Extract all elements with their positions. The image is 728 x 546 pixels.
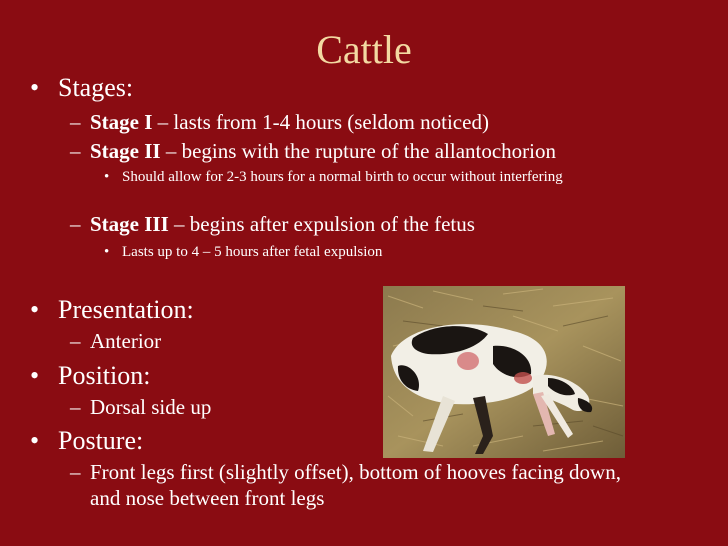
stage3-label: Stage III xyxy=(90,212,169,236)
bullet-text: Position: xyxy=(58,361,151,390)
stage3-desc: – begins after expulsion of the fetus xyxy=(168,212,475,236)
dash-icon: – xyxy=(70,329,81,353)
sub-sub-bullet-text: Should allow for 2-3 hours for a normal birth to occur without interfering xyxy=(122,169,563,185)
dash-icon: – xyxy=(70,110,81,134)
bullet-icon: • xyxy=(30,295,40,324)
sub-bullet-text: Dorsal side up xyxy=(90,395,212,419)
bullet-icon: • xyxy=(30,361,40,390)
slide-title: Cattle xyxy=(316,27,412,72)
bullet-icon: • xyxy=(104,244,110,260)
dash-icon: – xyxy=(70,139,81,163)
bullet-text: Presentation: xyxy=(58,295,194,324)
calving-photo xyxy=(383,286,625,458)
bullet-icon: • xyxy=(104,169,110,185)
dash-icon: – xyxy=(70,212,81,236)
bullet-text: Posture: xyxy=(58,426,144,455)
bullet-icon: • xyxy=(30,73,40,102)
stage1-label: Stage I xyxy=(90,110,153,134)
sub-bullet-text: Front legs first (slightly offset), bottom of hooves facing down, and nose between front legs xyxy=(90,460,621,510)
stage2-label: Stage II xyxy=(90,139,161,163)
stage2-desc: – begins with the rupture of the allantochorion xyxy=(160,139,556,163)
sub-bullet-text xyxy=(90,211,475,237)
sub-sub-bullet-text: Lasts up to 4 – 5 hours after fetal expulsion xyxy=(122,244,383,260)
stage1-desc: – lasts from 1-4 hours (seldom noticed) xyxy=(152,110,489,134)
dash-icon: – xyxy=(70,395,81,419)
dash-icon: – xyxy=(70,460,81,484)
sub-bullet-text xyxy=(90,109,489,135)
bullet-icon: • xyxy=(30,426,40,455)
sub-bullet-text: Anterior xyxy=(90,329,162,353)
bullet-text: Stages: xyxy=(58,73,134,102)
sub-bullet-text xyxy=(90,138,556,164)
calving-photo-illustration xyxy=(383,286,625,458)
